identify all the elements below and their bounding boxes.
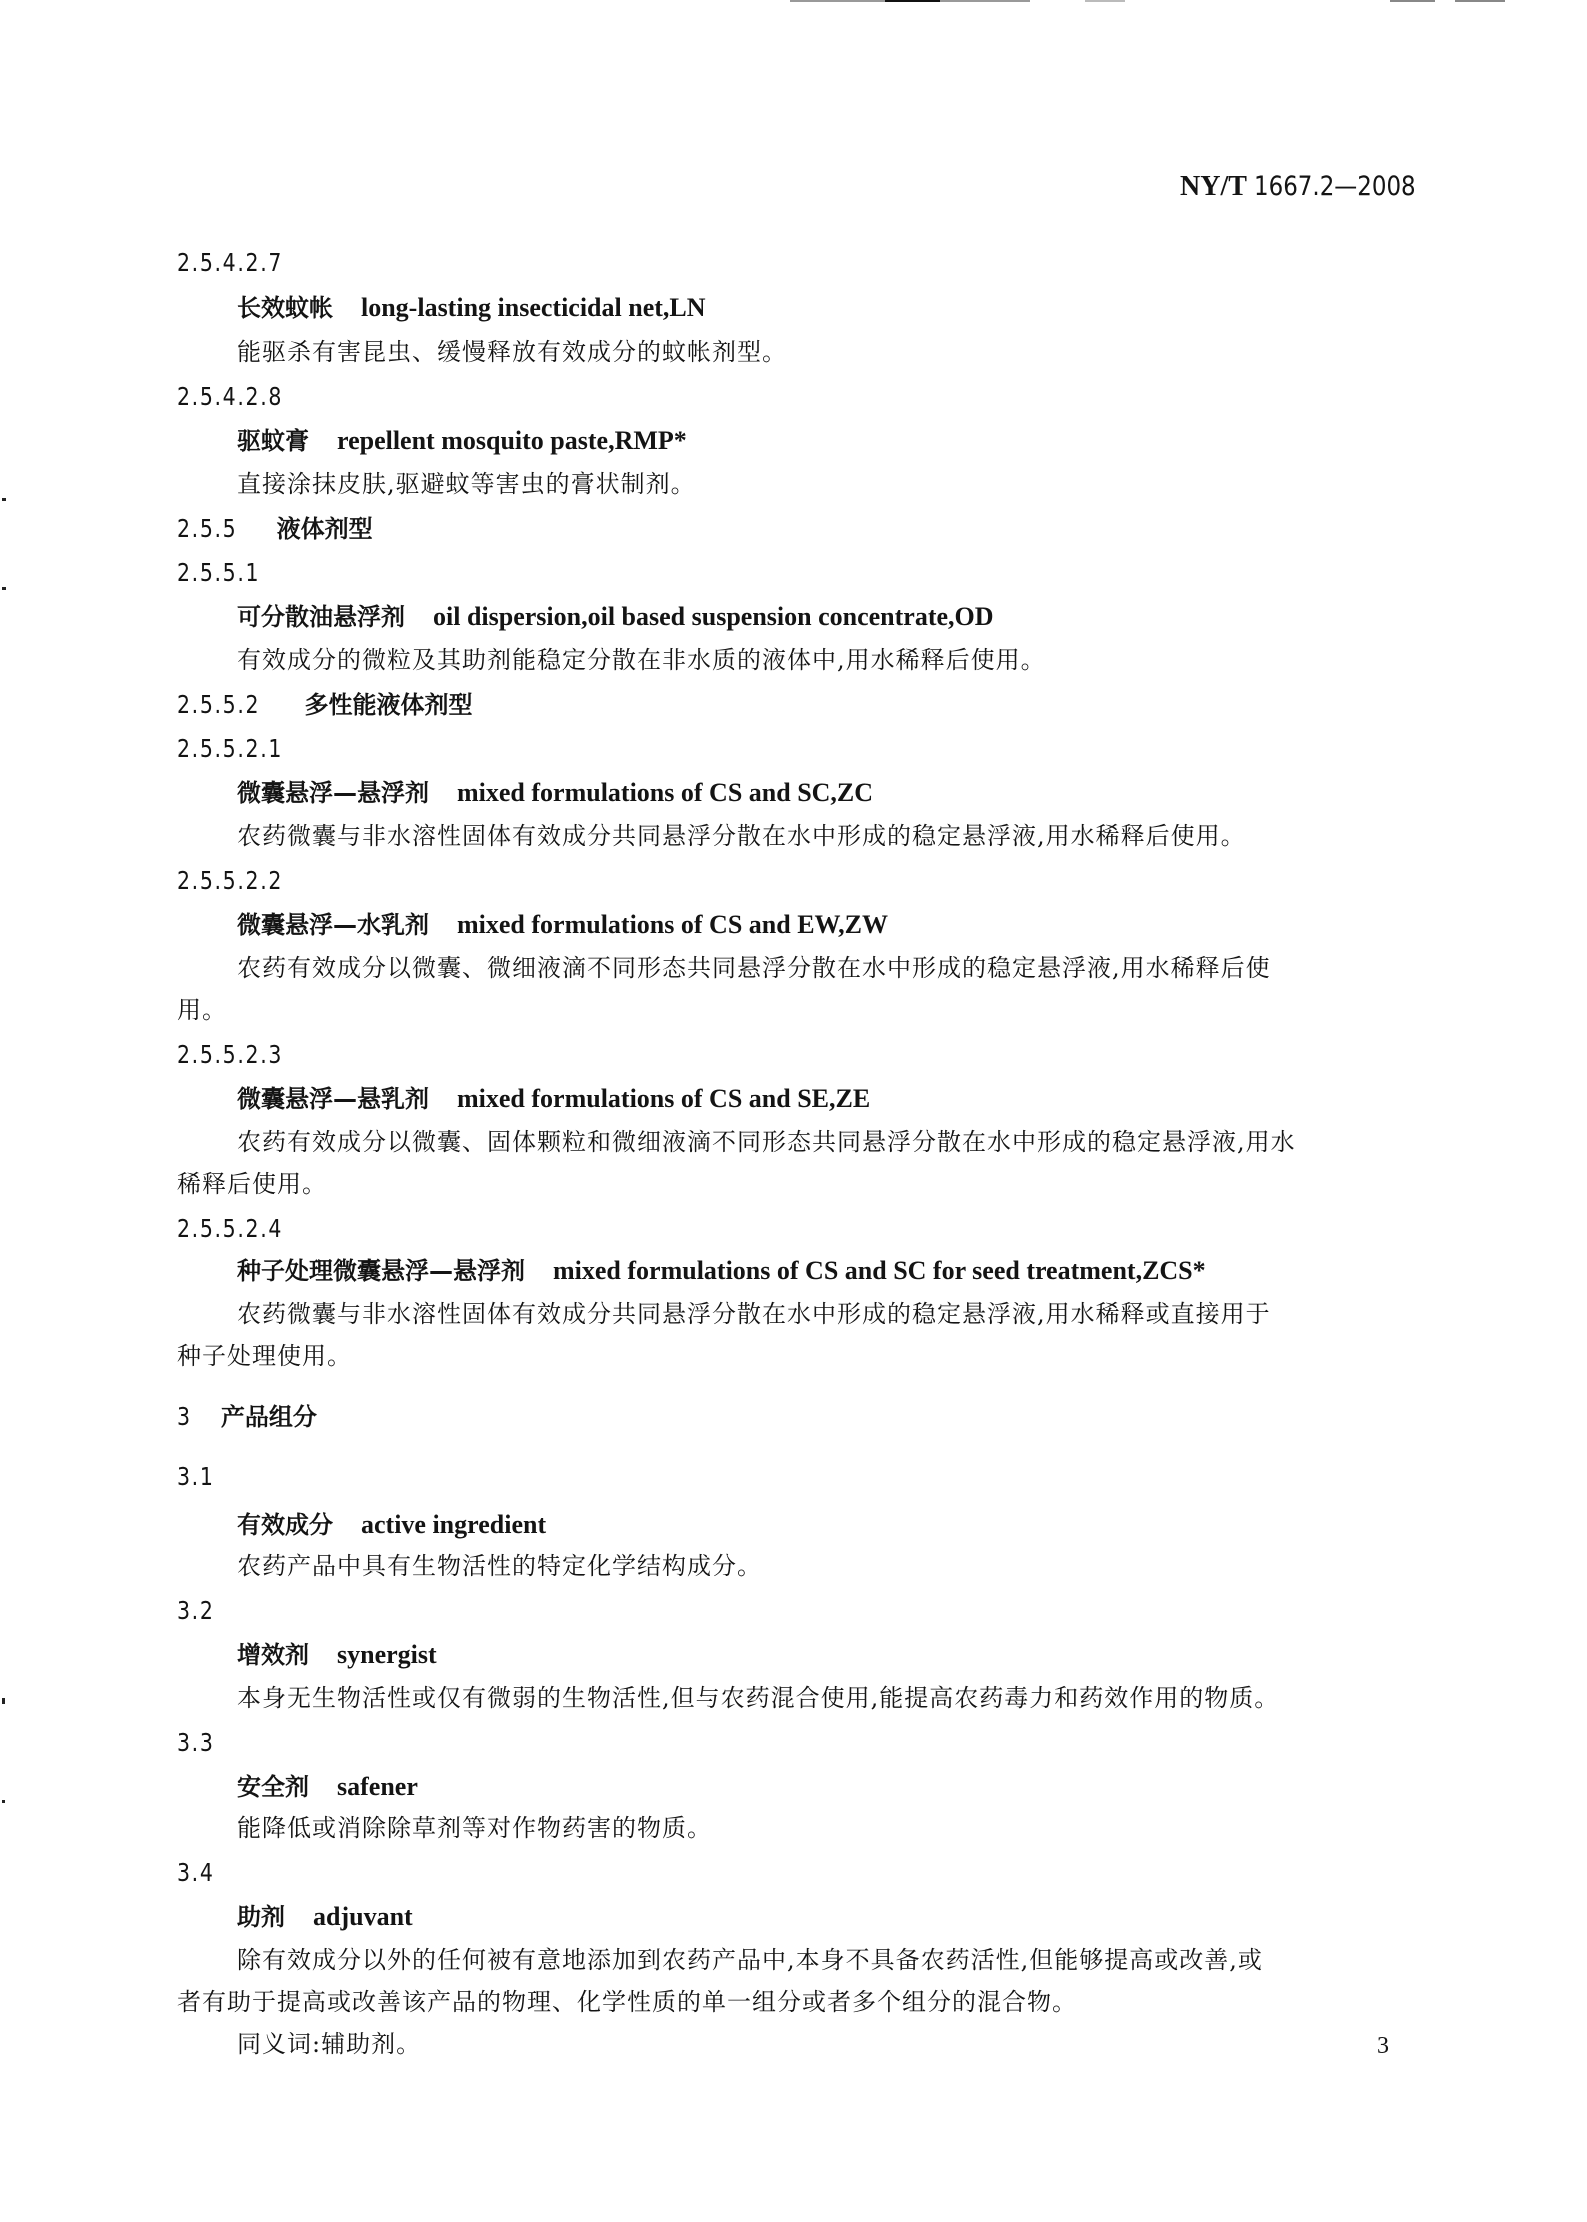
term-definition-continued: 稀释后使用。 bbox=[177, 1170, 327, 1198]
term-definition: 直接涂抹皮肤,驱避蚊等害虫的膏状制剂。 bbox=[237, 470, 696, 498]
scan-edge-artifact bbox=[1390, 0, 1435, 2]
term-chinese: 微囊悬浮—悬乳剂 bbox=[237, 1085, 429, 1113]
term-english: synergist bbox=[337, 1640, 437, 1669]
clause-number: 3.4 bbox=[177, 1858, 215, 1887]
term-definition: 农药有效成分以微囊、固体颗粒和微细液滴不同形态共同悬浮分散在水中形成的稳定悬浮液,用水 bbox=[237, 1128, 1296, 1156]
clause-number: 2.5.5.2.2 bbox=[177, 866, 284, 895]
chapter-heading bbox=[177, 1404, 317, 1429]
clause-number: 2.5.5.2.3 bbox=[177, 1040, 284, 1069]
scan-margin-mark bbox=[2, 1698, 5, 1704]
term-definition-continued: 种子处理使用。 bbox=[177, 1342, 352, 1370]
term-heading bbox=[237, 604, 994, 630]
term-chinese: 安全剂 bbox=[237, 1773, 309, 1801]
term-heading bbox=[237, 1512, 546, 1538]
scan-edge-artifact bbox=[1455, 0, 1505, 2]
clause-number: 2.5.5.2 bbox=[177, 690, 261, 719]
term-definition-continued: 用。 bbox=[177, 996, 227, 1024]
term-definition: 能降低或消除除草剂等对作物药害的物质。 bbox=[237, 1814, 712, 1842]
term-chinese: 种子处理微囊悬浮—悬浮剂 bbox=[237, 1257, 525, 1285]
clause-number: 3.2 bbox=[177, 1596, 215, 1625]
term-english: long-lasting insecticidal net,LN bbox=[361, 293, 706, 322]
document-header bbox=[1180, 173, 1444, 201]
scan-edge-artifact bbox=[1085, 0, 1125, 2]
term-heading bbox=[237, 780, 873, 806]
term-english: active ingredient bbox=[361, 1510, 547, 1539]
term-heading bbox=[237, 1086, 870, 1112]
scan-edge-artifact bbox=[885, 0, 940, 2]
term-chinese: 增效剂 bbox=[237, 1641, 309, 1669]
term-definition: 除有效成分以外的任何被有意地添加到农药产品中,本身不具备农药活性,但能够提高或改善,或 bbox=[237, 1946, 1263, 1974]
term-chinese: 微囊悬浮—水乳剂 bbox=[237, 911, 429, 939]
term-chinese: 微囊悬浮—悬浮剂 bbox=[237, 779, 429, 807]
clause-number: 2.5.5.2.1 bbox=[177, 734, 284, 763]
term-synonym-note: 同义词:辅助剂。 bbox=[237, 2030, 422, 2058]
term-heading bbox=[237, 428, 687, 454]
term-chinese: 可分散油悬浮剂 bbox=[237, 603, 405, 631]
term-heading bbox=[237, 1642, 437, 1668]
term-heading bbox=[237, 1258, 1206, 1284]
term-definition: 农药微囊与非水溶性固体有效成分共同悬浮分散在水中形成的稳定悬浮液,用水稀释或直接用于 bbox=[237, 1300, 1271, 1328]
term-heading bbox=[237, 912, 888, 938]
term-definition: 农药微囊与非水溶性固体有效成分共同悬浮分散在水中形成的稳定悬浮液,用水稀释后使用。 bbox=[237, 822, 1246, 850]
term-english: mixed formulations of CS and SC,ZC bbox=[457, 778, 874, 807]
term-definition: 能驱杀有害昆虫、缓慢释放有效成分的蚊帐剂型。 bbox=[237, 338, 787, 366]
term-chinese: 驱蚊膏 bbox=[237, 427, 309, 455]
term-english: mixed formulations of CS and SC for seed treatment,ZCS* bbox=[553, 1256, 1206, 1285]
term-definition-continued: 者有助于提高或改善该产品的物理、化学性质的单一组分或者多个组分的混合物。 bbox=[177, 1988, 1077, 2016]
clause-number: 2.5.4.2.8 bbox=[177, 382, 284, 411]
section-title: 液体剂型 bbox=[276, 515, 373, 543]
term-english: oil dispersion,oil based suspension concentrate,OD bbox=[433, 602, 994, 631]
term-definition: 本身无生物活性或仅有微弱的生物活性,但与农药混合使用,能提高农药毒力和药效作用的物质。 bbox=[237, 1684, 1280, 1712]
clause-number: 2.5.5 bbox=[177, 514, 238, 543]
section-heading bbox=[177, 692, 472, 717]
standard-code: 1667.2—2008 bbox=[1253, 171, 1416, 202]
term-heading bbox=[237, 1904, 413, 1930]
chapter-number: 3 bbox=[177, 1402, 192, 1431]
section-heading bbox=[177, 516, 373, 541]
term-heading bbox=[237, 1774, 418, 1800]
term-english: safener bbox=[337, 1772, 418, 1801]
scan-margin-mark bbox=[2, 587, 6, 590]
term-definition: 农药有效成分以微囊、微细液滴不同形态共同悬浮分散在水中形成的稳定悬浮液,用水稀释后使 bbox=[237, 954, 1271, 982]
clause-number: 2.5.5.1 bbox=[177, 558, 261, 587]
term-english: repellent mosquito paste,RMP* bbox=[337, 426, 687, 455]
term-english: mixed formulations of CS and EW,ZW bbox=[457, 910, 888, 939]
scan-margin-mark bbox=[2, 498, 6, 501]
term-english: mixed formulations of CS and SE,ZE bbox=[457, 1084, 871, 1113]
standard-prefix: NY/T bbox=[1180, 171, 1247, 202]
term-definition: 农药产品中具有生物活性的特定化学结构成分。 bbox=[237, 1552, 762, 1580]
scan-margin-mark bbox=[2, 1800, 5, 1803]
clause-number: 2.5.5.2.4 bbox=[177, 1214, 284, 1243]
term-heading bbox=[237, 295, 706, 321]
clause-number: 3.1 bbox=[177, 1462, 215, 1491]
term-definition: 有效成分的微粒及其助剂能稳定分散在非水质的液体中,用水稀释后使用。 bbox=[237, 646, 1046, 674]
clause-number: 3.3 bbox=[177, 1728, 215, 1757]
clause-number: 2.5.4.2.7 bbox=[177, 248, 284, 277]
term-chinese: 长效蚊帐 bbox=[237, 294, 333, 322]
page-number: 3 bbox=[1377, 2033, 1389, 2059]
section-title: 多性能液体剂型 bbox=[304, 691, 473, 719]
term-chinese: 有效成分 bbox=[237, 1511, 333, 1539]
term-chinese: 助剂 bbox=[237, 1903, 285, 1931]
chapter-title: 产品组分 bbox=[220, 1403, 317, 1431]
term-english: adjuvant bbox=[313, 1902, 413, 1931]
